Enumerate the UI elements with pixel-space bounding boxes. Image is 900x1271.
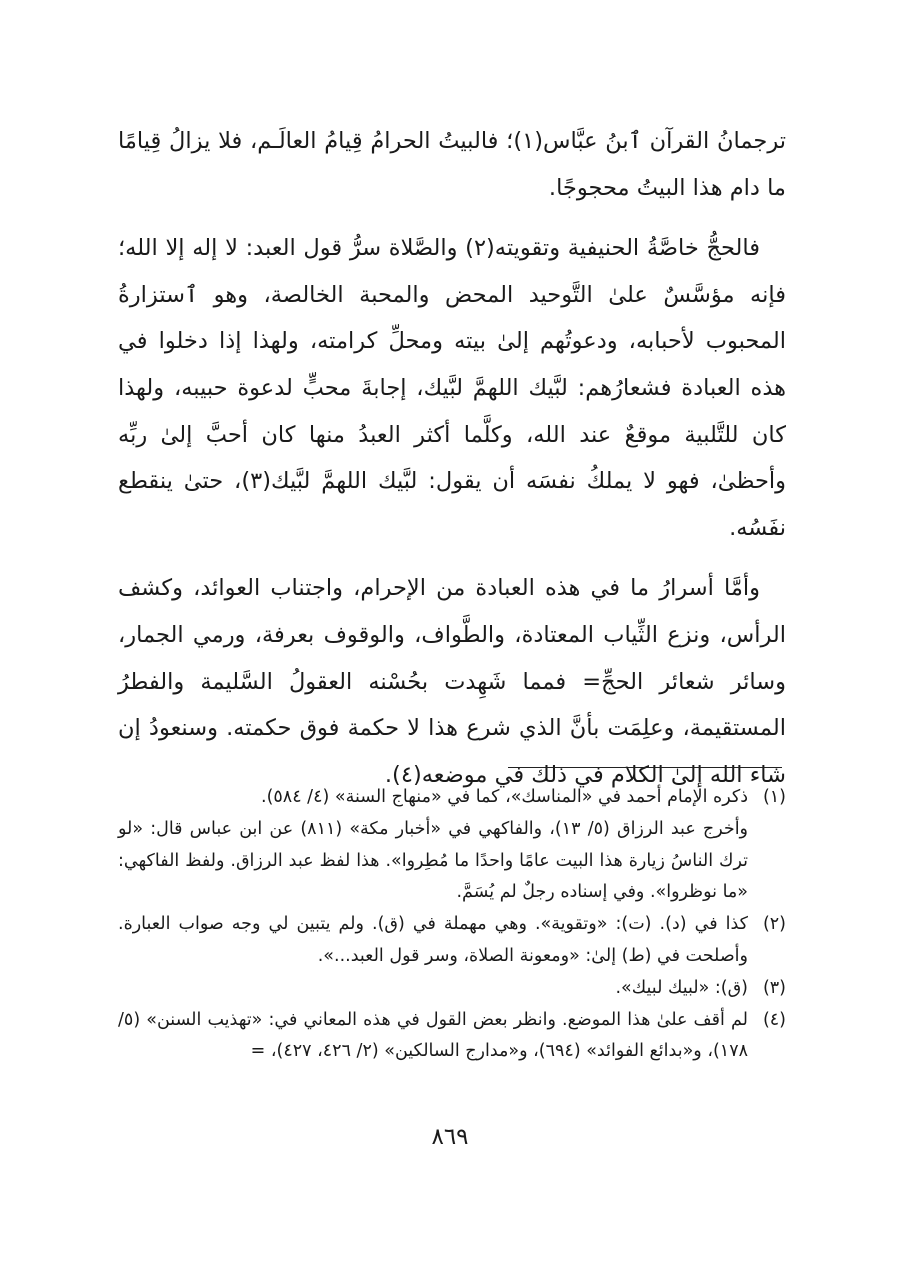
paragraph-1: ترجمانُ القرآن ٱبنُ عبَّاس(١)؛ فالبيتُ الحرامُ قِيامُ العالَـم، فلا يزالُ قِيامًا ما دام هذا البيتُ محجوجًا. <box>118 128 786 201</box>
main-text <box>118 118 786 812</box>
footnotes <box>118 782 786 1068</box>
page-number: ٨٦٩ <box>431 1124 469 1150</box>
footnote-1-continuation: وأخرج عبد الرزاق (٥/ ١٣)، والفاكهي في «أخبار مكة» (٨١١) عن ابن عباس قال: «لو ترك الناسُ زيارة هذا البيت عامًا واحدًا ما مُطِروا». هذا لفظ عبد الرزاق. ولفظ الفاكهي: «ما نوظروا». وفي إسناده رجلٌ لم يُسَمَّ. <box>118 818 749 903</box>
footnote-text: كذا في (د). (ت): «وتقوية». وهي مهملة في (ق). ولم يتبين لي وجه صواب العبارة. وأصلحت في (ط) إلىٰ: «ومعونة الصلاة، وسر قول العبد...». <box>118 914 748 966</box>
footnote-number: (٤) <box>762 1009 786 1030</box>
footnote-3 <box>118 973 786 1005</box>
footnote-1 <box>118 782 786 814</box>
paragraph-3: وأمَّا أسرارُ ما في هذه العبادة من الإحرام، واجتناب العوائد، وكشف الرأس، ونزع الثِّياب المعتادة، والطَّواف، والوقوف بعرفة، ورمي الجمار، وسائر شعائر الحجِّ= فمما شَهِدت بحُسْنه العقولُ السَّليمة والفطرُ المستقيمة، وعلِمَت بأنَّ الذي شرع هذا لا حكمة فوق حكمته. وسنعودُ إن شاء الله إلىٰ الكلام في ذلك في موضعه(٤). <box>118 575 786 788</box>
footnote-text: (ق): «لبيك لبيك». <box>615 977 748 998</box>
footnote-4 <box>118 1005 786 1069</box>
footnote-number: (١) <box>762 787 786 807</box>
footnote-number: (٢) <box>762 914 786 935</box>
footnote-text: لم أقف علىٰ هذا الموضع. وانظر بعض القول في هذه المعاني في: «تهذيب السنن» (٥/ ١٧٨)، و«بدائع الفوائد» (٦٩٤)، و«مدارج السالكين» (٢/ ٤٢٦، ٤٢٧)، = <box>118 1009 748 1062</box>
footnote-separator <box>508 767 782 768</box>
footnote-2 <box>118 909 786 973</box>
footnote-number: (٣) <box>762 977 786 998</box>
footnote-text: ذكره الإمام أحمد في «المناسك»، كما في «منهاج السنة» (٤/ ٥٨٤). <box>261 787 748 807</box>
paragraph-2: فالحجُّ خاصَّةُ الحنيفية وتقويته(٢) والصَّلاة سرُّ قول العبد: لا إله إلا الله؛ فإنه مؤسَّسٌ علىٰ التَّوحيد المحض والمحبة الخالصة، وهو ٱستزارةُ المحبوب لأحبابه، ودعوتُهم إلىٰ بيته ومحلِّ كرامته، ولهذا إذا دخلوا في هذه العبادة فشعارُهم: لبَّيك اللهمَّ لبَّيك، إجابةَ محبٍّ لدعوة حبيبه، ولهذا كان للتَّلبية موقعٌ عند الله، وكلَّما أكثر العبدُ منها كان أحبَّ إلىٰ ربِّه وأحظىٰ، فهو لا يملكُ نفسَه أن يقول: لبَّيك اللهمَّ لبَّيك(٣)، حتىٰ ينقطع نفَسُه. <box>118 235 786 541</box>
